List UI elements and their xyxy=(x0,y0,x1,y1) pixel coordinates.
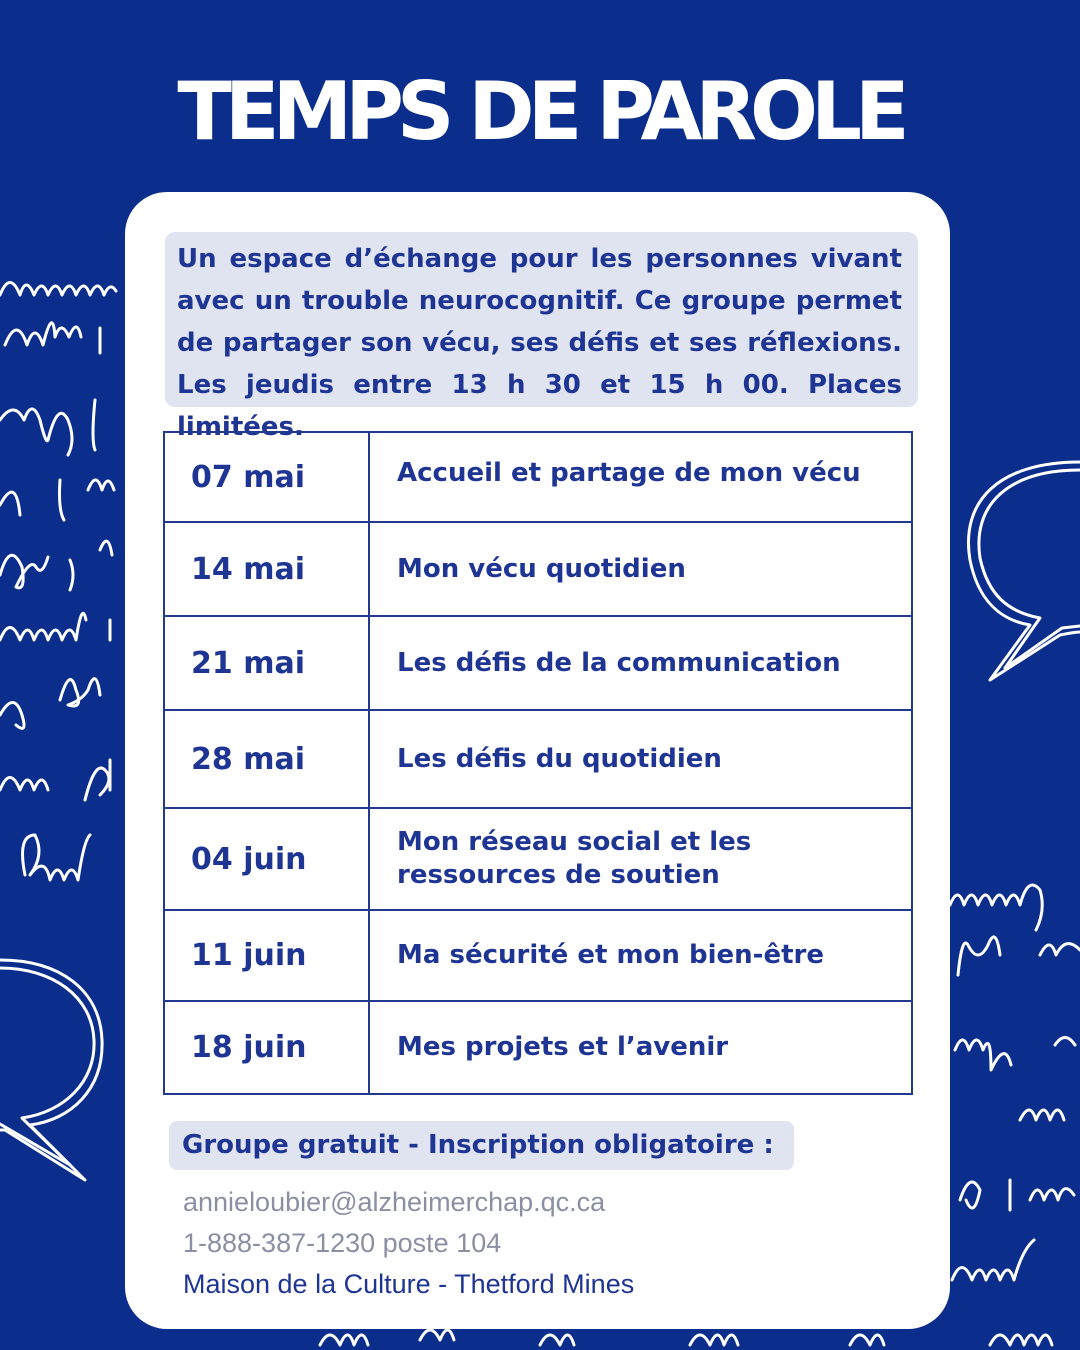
contact-phone[interactable]: 1-888-387-1230 poste 104 xyxy=(183,1228,502,1258)
page-title: TEMPS DE PAROLE xyxy=(177,65,903,158)
table-row xyxy=(164,808,912,910)
session-date: 07 mai xyxy=(164,432,369,522)
session-date: 21 mai xyxy=(164,616,369,710)
registration-badge: Groupe gratuit - Inscription obligatoire : xyxy=(169,1121,794,1170)
session-topic: Mon réseau social et les ressources de soutien xyxy=(369,808,912,910)
session-date: 14 mai xyxy=(164,522,369,616)
session-topic: Mes projets et l’avenir xyxy=(369,1001,912,1094)
session-topic: Ma sécurité et mon bien-être xyxy=(369,910,912,1001)
speech-bubble-icon xyxy=(0,960,102,1180)
table-row xyxy=(164,522,912,616)
session-topic: Accueil et partage de mon vécu xyxy=(369,432,912,522)
contact-block xyxy=(183,1182,634,1305)
table-row xyxy=(164,1001,912,1094)
session-topic: Les défis du quotidien xyxy=(369,710,912,808)
table-row xyxy=(164,616,912,710)
session-date: 28 mai xyxy=(164,710,369,808)
contact-email[interactable]: annieloubier@alzheimerchap.qc.ca xyxy=(183,1187,606,1217)
intro-panel xyxy=(165,232,918,442)
intro-line: Un espace d’échange pour les personnes vivant xyxy=(177,244,902,274)
handwriting-scribble-decoration xyxy=(0,283,116,881)
intro-line: de partager son vécu, ses défis et ses réflexions. xyxy=(177,328,902,358)
speech-bubble-icon xyxy=(968,462,1080,680)
session-topic: Les défis de la communication xyxy=(369,616,912,710)
session-topic: Mon vécu quotidien xyxy=(369,522,912,616)
info-card xyxy=(125,192,950,1329)
session-date: 11 juin xyxy=(164,910,369,1001)
session-date: 04 juin xyxy=(164,808,369,910)
session-date: 18 juin xyxy=(164,1001,369,1094)
table-row xyxy=(164,432,912,522)
speech-bubble-icon-outline-inner xyxy=(979,470,1080,668)
table-row xyxy=(164,910,912,1001)
table-row xyxy=(164,710,912,808)
intro-line: avec un trouble neurocognitif. Ce groupe permet xyxy=(177,286,902,316)
event-location: Maison de la Culture - Thetford Mines xyxy=(183,1269,635,1299)
intro-line: Les jeudis entre 13 h 30 et 15 h 00. Places limitées. xyxy=(177,370,902,442)
schedule-table xyxy=(163,431,913,1095)
speech-bubble-icon-outline-inner xyxy=(0,968,94,1165)
